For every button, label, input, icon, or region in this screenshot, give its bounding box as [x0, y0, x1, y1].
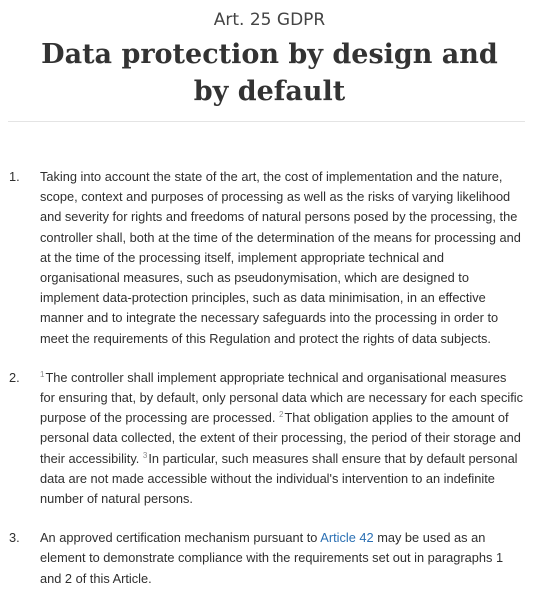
sentence-marker: 3 — [142, 450, 148, 460]
article-42-link[interactable]: Article 42 — [320, 530, 374, 546]
paragraph-number: 1. — [9, 169, 20, 184]
sentence-text: In particular, such measures shall ensure that by default personal data are not made accessible without the individual's intervention to an indefinite number of natural persons. — [40, 450, 518, 507]
paragraph-1 — [0, 167, 539, 349]
sentence-marker: 1 — [40, 369, 45, 379]
paragraph-2 — [0, 368, 539, 509]
header-divider — [8, 121, 525, 122]
article-header — [0, 0, 539, 110]
paragraph-number: 2. — [9, 369, 20, 385]
sentence-text: That obligation applies to the amount of personal data collected, the extent of their processing, the period of their storage and their accessibility. — [40, 410, 521, 466]
sentence-text: The controller shall implement appropriate technical and organisational measures for ensuring that, by default, only personal data which are necessary for each specific purpose of the processing are processed. — [40, 369, 523, 426]
paragraph-text-after: may be used as an element to demonstrate compliance with the requirements set out in paragraphs 1 and 2 of this Article. — [40, 530, 504, 586]
paragraph-3 — [0, 528, 539, 589]
paragraph-text: Taking into account the state of the art, the cost of implementation and the nature, scope, context and purposes of processing as well as the risks of varying likelihood and severity for rights and freedoms of natural persons posed by the processing, the controller shall, both at the time of the determination of the means for processing and at the time of the processing itself, implement appropriate technical and organisational measures, such as pseudonymisation, which are designed to implement data-protection principles, such as data minimisation, in an effective manner and to integrate the necessary safeguards into the processing in order to meet the requirements of this Regulation and protect the rights of data subjects. — [40, 169, 521, 346]
article-paragraphs — [0, 167, 539, 608]
sentence-marker: 2 — [279, 410, 284, 420]
article-number: Art. 25 GDPR — [213, 10, 326, 30]
paragraph-number: 3. — [9, 530, 20, 546]
paragraph-text-before: An approved certification mechanism pursuant to — [40, 530, 318, 546]
article-title: Data protection by design and by default — [41, 39, 498, 107]
